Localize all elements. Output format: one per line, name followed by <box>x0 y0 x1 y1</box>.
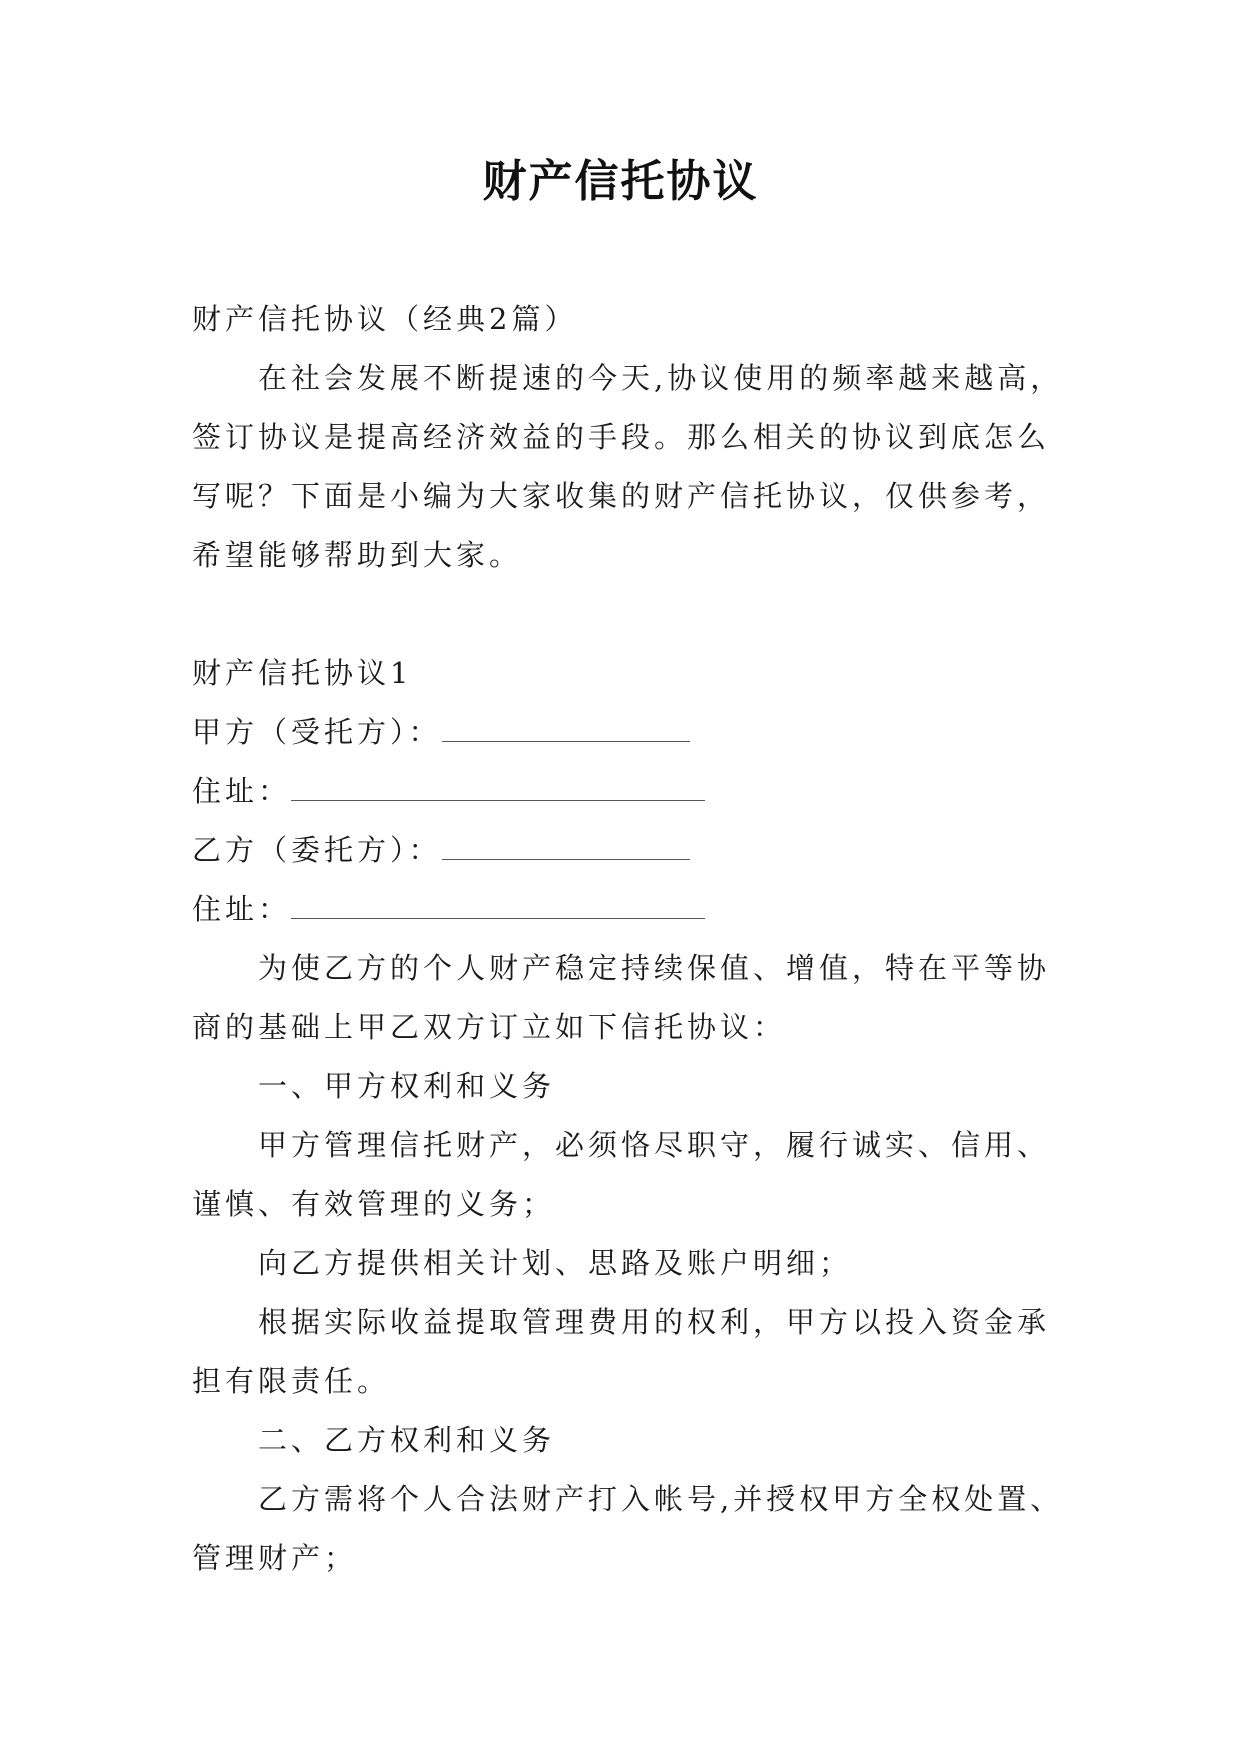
party-a-label: 甲方（受托方）： <box>192 715 442 749</box>
party-a-row <box>192 703 1072 762</box>
section-2-paragraph: 乙方需将个人合法财产打入帐号,并授权甲方全权处置、管理财产； <box>192 1482 1064 1575</box>
section-1-heading: 一、甲方权利和义务 <box>258 1069 556 1103</box>
party-b-address-row <box>192 880 1072 939</box>
section-1-paragraph: 向乙方提供相关计划、思路及账户明细； <box>258 1246 853 1280</box>
party-b-blank <box>442 837 690 860</box>
document-body <box>192 290 1072 1588</box>
party-b-row <box>192 821 1072 880</box>
document-title: 财产信托协议 <box>482 156 759 207</box>
preamble-paragraph: 为使乙方的个人财产稳定持续保值、增值，特在平等协商的基础上甲乙双方订立如下信托协议： <box>192 951 1051 1044</box>
party-b-address-blank <box>291 896 705 919</box>
party-a-address-label: 住址： <box>192 774 292 808</box>
party-b-label: 乙方（委托方）： <box>192 833 442 867</box>
intro-paragraph: 在社会发展不断提速的今天,协议使用的频率越来越高，签订协议是提高经济效益的手段。那么相关的协议到底怎么写呢？下面是小编为大家收集的财产信托协议，仅供参考，希望能够帮助到大家。 <box>192 361 1064 572</box>
party-a-blank <box>442 719 690 742</box>
party-b-address-label: 住址： <box>192 892 292 926</box>
party-a-address-blank <box>291 778 705 801</box>
party-a-address-row <box>192 762 1072 821</box>
section-2-heading: 二、乙方权利和义务 <box>258 1423 556 1457</box>
section-1-paragraph: 根据实际收益提取管理费用的权利，甲方以投入资金承担有限责任。 <box>192 1305 1051 1398</box>
document-subtitle: 财产信托协议（经典2篇） <box>192 302 578 336</box>
paragraph-gap <box>192 585 1072 644</box>
agreement-heading: 财产信托协议1 <box>192 656 413 690</box>
section-1-paragraph: 甲方管理信托财产，必须恪尽职守，履行诚实、信用、谨慎、有效管理的义务； <box>192 1128 1051 1221</box>
